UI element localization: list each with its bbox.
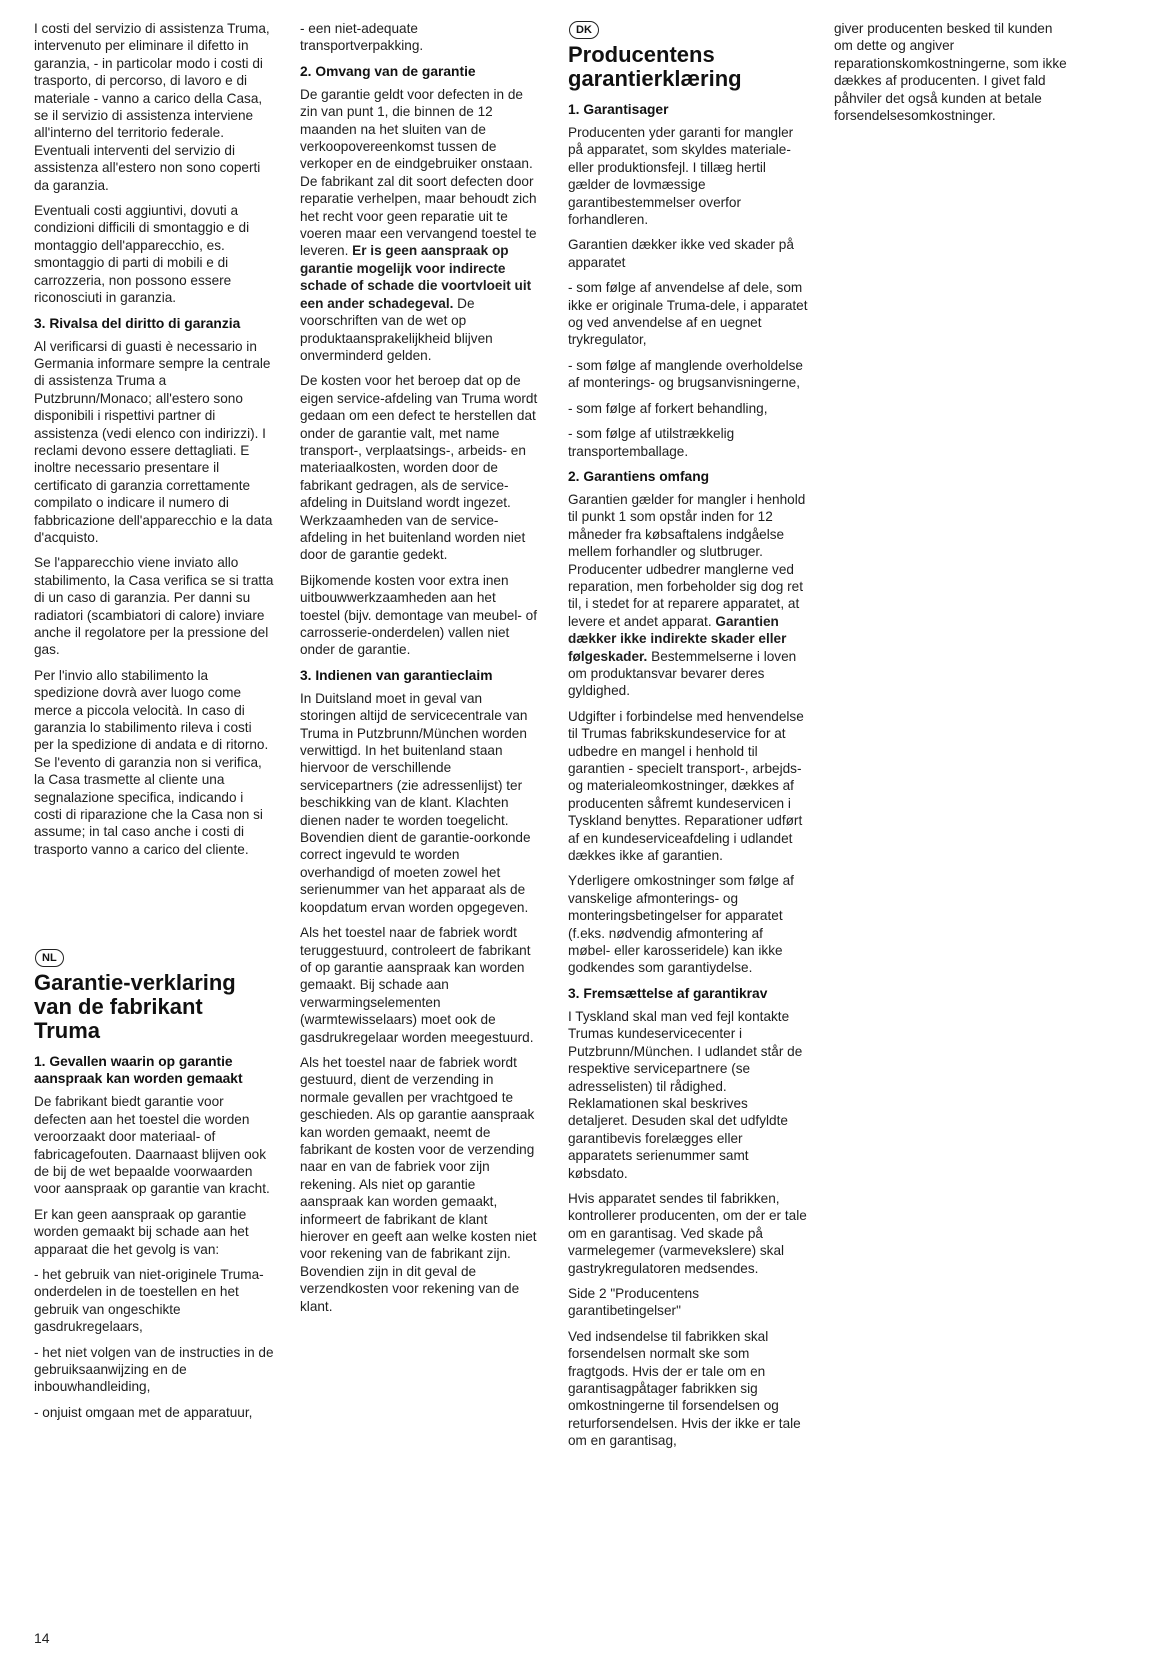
- it-paragraph-3: Al verificarsi di guasti è necessario in Germania informare sempre la centrale di assistenza Truma a Putzbrunn/Monaco; all'estero sono disponibili i rispettivi partner di assistenza (vedi elenco con indirizzi). I reclami devono essere dettagliati. E inoltre necessario presentare il certificato di garanzia correttamente compilato o indicare il numero di fabbricazione dell'apparecchio e la data d'acquisto.: [34, 338, 273, 545]
- dk-list-item-3: - som følge af forkert behandling,: [568, 400, 768, 416]
- column-1: [34, 20, 274, 1429]
- dk-paragraph-shipping-cont: giver producenten besked til kunden om dette og angiver reparationskomkostningerne, som ikke dækkes af producenten. I givet fald påhviler det også kunden at betale forsendelsesomkostninger.: [834, 21, 1067, 124]
- nl-paragraph-return: Als het toestel naar de fabriek wordt teruggestuurd, controleert de fabrikant of op garantie aanspraak kan worden gemaakt. Bij schade aan verwarmingselementen (warmtewisselaars) moet ook de gasdrukregelaar worden meegestuurd.: [300, 925, 534, 1045]
- nl-list-item-1: - het gebruik van niet-originele Truma-onderdelen in de toestellen en het gebruik van ongeschikte gasdrukregelaars,: [34, 1266, 264, 1335]
- column-3: [568, 20, 808, 1458]
- column-4: [834, 20, 1074, 132]
- nl-language-badge: NL: [35, 949, 64, 967]
- dk-list-item-4: - som følge af utilstrækkelig transportemballage.: [568, 426, 735, 459]
- nl-scope-text: De garantie geldt voor defecten in de zin van punt 1, die binnen de 12 maanden na het sluiten van de verkoopovereenkomst tussen de verkoper en de eindgebruiker onstaan. De fabrikant zal dit soort defecten door reparatie verhelpen, maar behoudt zich het recht voor geen reparatie uit te voeren maar een vervangend toestel te leveren.: [300, 86, 537, 259]
- dk-scope-text: Garantien gælder for mangler i henhold til punkt 1 som opstår inden for 12 måneder fra købsaftalens indgåelse mellem forhandler og slutbruger. Producenter udbedrer manglerne ved reparation, men forbeholder sig dog ret til, i stedet for at reparere apparatet, at levere et andet apparat.: [568, 491, 806, 629]
- dk-title: Producentens garantierklæring: [568, 42, 742, 91]
- nl-list-item-2: - het niet volgen van de instructies in de gebruiksaanwijzing en de inbouwhandleiding,: [34, 1344, 274, 1395]
- it-paragraph-1: I costi del servizio di assistenza Truma, intervenuto per eliminare il difetto in garanzia, - in particolar modo i costi di trasporto, di percorso, di lavoro e di materiale - vanno a carico della Casa, se il servizio di assistenza interviene all'interno del territorio federale. Eventuali interventi del servizio di assistenza all'estero non sono coperti da garanzia.: [34, 21, 270, 193]
- it-paragraph-4: Se l'apparecchio viene inviato allo stabilimento, la Casa verifica se si tratta di un caso di garanzia. Per danni su radiatori (scambiatori di calore) inviare anche il regolatore per la pressione del gas.: [34, 555, 274, 658]
- column-2: [300, 20, 538, 1323]
- dk-scope-bold: Garantien dækker ikke indirekte skader eller følgeskader.: [568, 613, 787, 664]
- dk-paragraph-return: Hvis apparatet sendes til fabrikken, kontrollerer producenten, om der er tale om en garantisag. Ved skade på varmelegemer (varmevekslere) skal gastrykregulatoren medsendes.: [568, 1190, 807, 1276]
- nl-paragraph-1: De fabrikant biedt garantie voor defecten aan het toestel die worden veroorzaakt door materiaal- of fabricagefouten. Daarnaast blijven ook de bij de wet bepaalde voorwaarden voor aanspraak op garantie van kracht.: [34, 1094, 270, 1197]
- page-number: 14: [34, 1630, 50, 1646]
- nl-scope-tail: De voorschriften van de wet op produktaansprakelijkheid blijven onverminderd gelden.: [300, 295, 493, 363]
- it-paragraph-2: Eventuali costi aggiuntivi, dovuti a condizioni difficili di smontaggio e di montaggio dell'apparecchio, es. smontaggio di parti di mobili e di carrozzeria, non possono essere riconosciuti in garanzia.: [34, 203, 250, 306]
- dk-section-1-heading: 1. Garantisager: [568, 102, 669, 117]
- dk-paragraph-costs: Udgifter i forbindelse med henvendelse til Trumas fabrikskundeservice for at udbedre en mangel i henhold til garantien - specielt transport-, arbejds- og materialeomkostninger, dækkes af producenten såfremt kundeservicen i Tyskland benyttes. Reparationer udført af en kundeserviceafdeling i udlandet dækkes ikke af garantien.: [568, 708, 804, 864]
- dk-paragraph-1: Producenten yder garanti for mangler på apparatet, som skyldes materiale- eller produktionsfejl. I tillæg hertil gælder de lovmæssige garantibestemmelser overfor forhandleren.: [568, 125, 794, 228]
- dk-section-2-heading: 2. Garantiens omfang: [568, 468, 710, 484]
- it-paragraph-5: Per l'invio allo stabilimento la spedizione dovrà aver luogo come merce a piccola velocità. In caso di garanzia lo stabilimento rileva i costi per la spedizione di andata e di ritorno. Se l'evento di garanzia non si verifica, la Casa trasmette al cliente una segnalazione specifica, indicando i costi di riparazione che la Casa non si assume; in tal caso anche i costi di trasporto vanno a carico del cliente.: [34, 667, 269, 857]
- it-section-3-heading: 3. Rivalsa del diritto di garanzia: [34, 315, 241, 331]
- dk-list-item-1: - som følge af anvendelse af dele, som ikke er originale Truma-dele, i apparatet og ved anvendelse af en uegnet trykregulator,: [568, 280, 808, 348]
- dk-language-badge: DK: [569, 21, 599, 39]
- nl-paragraph-extra-costs: Bijkomende kosten voor extra inen uitbouwwerkzaamheden aan het toestel (bijv. demontage van meubel- of carrosserie-onderdelen) vallen niet onder de garantie.: [300, 572, 538, 658]
- dk-paragraph-extra-costs: Yderligere omkostninger som følge af vanskelige afmonterings- og monteringsbetingelser for apparatet (f.eks. nødvendig afmontering af møbel- eller karosseridele) kan ikke godkendes som garantiydelse.: [568, 873, 794, 976]
- dk-section-3-heading: 3. Fremsættelse af garantikrav: [568, 985, 768, 1001]
- dk-paragraph-reference: Side 2 "Producentens garantibetingelser": [568, 1285, 700, 1319]
- dk-paragraph-scope: [568, 491, 808, 700]
- nl-list-item-3: - onjuist omgaan met de apparatuur,: [34, 1404, 253, 1420]
- dk-list-item-2: - som følge af manglende overholdelse af monterings- og brugsanvisningerne,: [568, 357, 803, 391]
- dk-paragraph-2: Garantien dækker ikke ved skader på apparatet: [568, 237, 794, 270]
- dk-paragraph-claim: I Tyskland skal man ved fejl kontakte Trumas kundeservicecenter i Putzbrunn/München. I udlandet står de respektive servicepartnere (se adresselisten) til rådighed. Reklamationen skal beskrives detaljeret. Desuden skal det udfyldte garantibevis forelægges eller apparatets serienummer samt købsdato.: [568, 1008, 803, 1181]
- nl-section-2-heading: 2. Omvang van de garantie: [300, 63, 476, 79]
- nl-section-1-heading: 1. Gevallen waarin op garantie aanspraak kan worden gemaakt: [34, 1054, 243, 1087]
- nl-paragraph-2: Er kan geen aanspraak op garantie worden gemaakt bij schade aan het apparaat die het gevolg is van:: [34, 1206, 249, 1257]
- dk-scope-tail: Bestemmelserne i loven om produktansvar bevarer deres gyldighed.: [568, 648, 797, 699]
- nl-scope-bold: Er is geen aanspraak op garantie mogelijk voor indirecte schade of schade die voortvloeit uit een ander schadegeval.: [300, 243, 532, 311]
- nl-paragraph-shipping: Als het toestel naar de fabriek wordt gestuurd, dient de verzending in normale gevallen per vrachtgoed te geschieden. Als op garantie aanspraak kan worden gemaakt, neemt de fabrikant de kosten voor de verzending naar en van de fabriek voor zijn rekening. Als niet op garantie aanspraak kan worden gemaakt, informeert de fabrikant de klant hierover en geeft aan welke kosten niet voor rekening van de fabrikant zijn. Bovendien zijn in dit geval de verzendkosten voor rekening van de klant.: [300, 1054, 537, 1314]
- nl-list-item-4: - een niet-adequate transportverpakking.: [300, 21, 424, 54]
- nl-paragraph-scope: [300, 86, 538, 365]
- dk-paragraph-shipping: Ved indsendelse til fabrikken skal forsendelsen normalt ske som fragtgods. Hvis der er tale om en garantisagpåtager fabrikken sig omkostningerne til forsendelsen og returforsendelsen. Hvis der ikke er tale om en garantisag,: [568, 1328, 801, 1449]
- nl-section-3-heading: 3. Indienen van garantieclaim: [300, 667, 493, 683]
- nl-paragraph-costs: De kosten voor het beroep dat op de eigen service-afdeling van Truma wordt gedaan om een defect te herstellen dat onder de garantie valt, met name transport-, verplaatsings-, arbeids- en materiaalkosten, worden door de fabrikant gedragen, als de service-afdeling in Duitsland wordt ingezet. Werkzaamheden van de service-afdeling in het buitenland worden niet door de garantie gedekt.: [300, 373, 538, 563]
- nl-section: [34, 948, 274, 1421]
- nl-paragraph-claim: In Duitsland moet in geval van storingen altijd de servicecentrale van Truma in Putzbrunn/München worden verwittigd. In het buitenland staan hiervoor de verschillende servicepartners (zie adressenlijst) ter beschikking van de klant. Klachten dienen nader te worden toegelicht. Bovendien dient de garantie-oorkonde correct ingevuld te worden overhandigd of moeten zowel het serienummer van het apparaat als de koopdatum ervan worden opgegeven.: [300, 690, 531, 915]
- nl-title: Garantie-verklaring van de fabrikant Truma: [34, 970, 236, 1044]
